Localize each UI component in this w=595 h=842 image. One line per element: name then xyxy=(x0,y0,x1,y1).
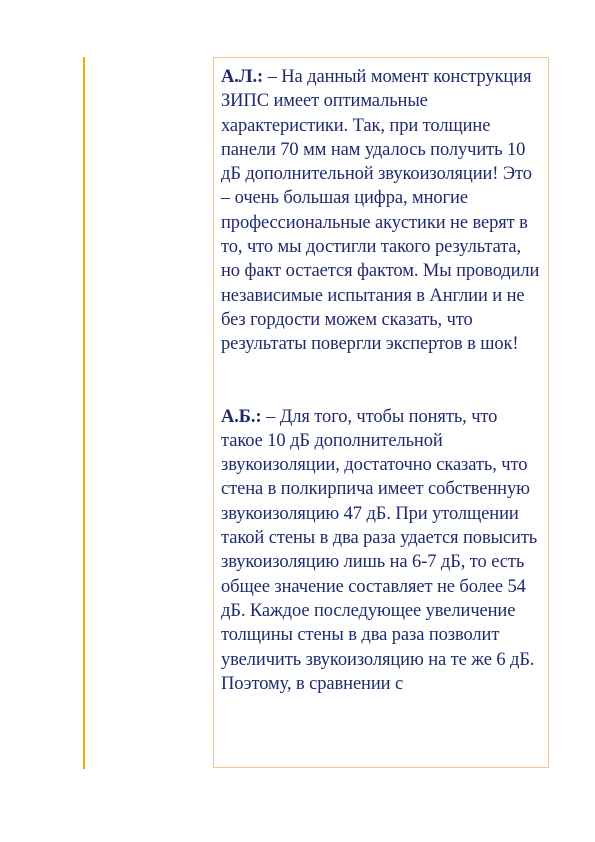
speaker-label: А.Б.: xyxy=(221,406,262,427)
paragraph-text: – На данный момент конструкция ЗИПС имеет оптимальные характеристики. Так, при толщине панели 70 мм нам удалось получить 10 дБ дополнительной звукоизоляции! Это – очень большая цифра, многие профессиональные акустики не верят в то, что мы достигли такого результата, но факт остается фактом. Мы проводили независимые испытания в Англии и не без гордости можем сказать, что результаты повергли экспертов в шок! xyxy=(221,67,540,355)
interview-text-box xyxy=(213,57,549,768)
paragraph-text: – Для того, чтобы понять, что такое 10 дБ дополнительной звукоизоляции, достаточно сказать, что стена в полкирпича имеет собственную звукоизоляцию 47 дБ. При утолщении такой стены в два раза удается повысить звукоизоляцию лишь на 6-7 дБ, то есть общее значение составляет не более 54 дБ. Каждое последующее увеличение толщины стены в два раза позволит увеличить звукоизоляцию на те же 6 дБ. Поэтому, в сравнении с xyxy=(221,406,538,694)
paragraph-ab xyxy=(221,405,541,697)
paragraph-al xyxy=(221,65,541,357)
speaker-label: А.Л.: xyxy=(221,67,264,87)
margin-rule xyxy=(83,57,85,769)
